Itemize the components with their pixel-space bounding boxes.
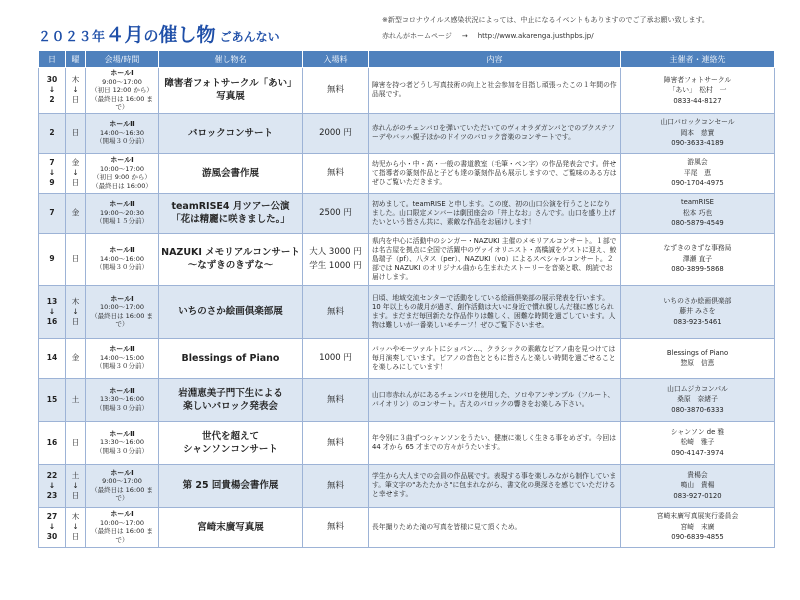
venue-time: 14:00～16:30 bbox=[100, 128, 144, 137]
event-organizer bbox=[621, 233, 775, 285]
event-date bbox=[39, 68, 66, 114]
event-date-line: 13 bbox=[46, 296, 58, 306]
venue-time: 10:00～17:00 bbox=[100, 303, 144, 311]
event-fee-line: 無料 bbox=[326, 394, 344, 405]
event-organizer bbox=[621, 68, 775, 114]
event-organizer-line: 080-3899-5868 bbox=[671, 265, 724, 274]
event-name bbox=[159, 153, 303, 193]
table-row bbox=[39, 68, 775, 114]
venue-time: （開場３０分前） bbox=[96, 137, 148, 146]
event-venue bbox=[86, 507, 159, 547]
event-date bbox=[39, 113, 66, 153]
event-date-line: 9 bbox=[49, 178, 55, 187]
event-date-line: 23 bbox=[46, 490, 58, 500]
venue-time: （最終日は 16:00） bbox=[92, 181, 152, 190]
table-header bbox=[39, 51, 775, 68]
event-organizer-line: 平尾 恵 bbox=[683, 168, 712, 177]
event-organizer-line: 松本 巧也 bbox=[682, 208, 713, 217]
event-venue bbox=[86, 378, 159, 421]
event-organizer-line: 「あい」 松村 一 bbox=[668, 86, 727, 94]
homepage-line bbox=[382, 31, 594, 41]
table-row bbox=[39, 153, 775, 193]
event-organizer-line: 090-4147-3974 bbox=[671, 448, 724, 457]
event-weekday-line: 金 bbox=[71, 353, 80, 362]
event-organizer-line: 游風会 bbox=[687, 158, 708, 167]
event-date-line: 16 bbox=[46, 316, 58, 326]
venue-time: 13:30～16:00 bbox=[100, 395, 144, 404]
event-fee bbox=[303, 113, 369, 153]
event-name-line: 障害者フォトサークル「あい」 bbox=[164, 78, 297, 90]
title-year: ２０２３年 bbox=[38, 30, 106, 45]
event-name-line: NAZUKI メモリアルコンサート bbox=[161, 247, 300, 258]
venue-hall: ホールⅡ bbox=[109, 120, 135, 129]
event-fee-line: 無料 bbox=[326, 522, 344, 532]
venue-time: 19:00～20:30 bbox=[100, 208, 144, 217]
event-fee-line: 2500 円 bbox=[319, 208, 352, 218]
venue-hall: ホールⅠ bbox=[110, 510, 134, 518]
event-organizer-line: teamRISE bbox=[681, 198, 714, 207]
column-header: 主催者・連絡先 bbox=[621, 51, 775, 68]
event-description: 長年撮りためた滝の写真を皆様に見て頂くため。 bbox=[369, 507, 621, 547]
table-row bbox=[39, 338, 775, 378]
event-description: 県内を中心に活動中のシンガー・NAZUKI 主催のメモリアルコンサート。１部では名古屋を拠点に全国で活躍中のヴァイオリニスト・高橋誠をゲストに迎え、鮫島瑞子（pf）、八タス（per）、NAZUKI（vo）によるスペシャルコンサート。２部では NAZUKI のオリジナル曲から生まれたストーリーを音楽と歌、朗読でお届けします。 bbox=[369, 233, 621, 285]
event-fee-line: 大人 3000 円 bbox=[309, 247, 362, 257]
column-header: 会場/時間 bbox=[86, 51, 159, 68]
event-date bbox=[39, 233, 66, 285]
table-row bbox=[39, 378, 775, 421]
event-date-line: 14 bbox=[46, 353, 58, 362]
venue-hall: ホールⅡ bbox=[109, 200, 135, 209]
event-organizer bbox=[621, 378, 775, 421]
event-organizer-line: 0833-44-8127 bbox=[673, 96, 722, 105]
event-name bbox=[159, 464, 303, 507]
homepage-url[interactable]: http://www.akarenga.justhpbs.jp/ bbox=[477, 32, 594, 40]
event-fee-line: 2000 円 bbox=[319, 128, 352, 138]
event-name-line: teamRISE4 月ツアー公演 bbox=[171, 201, 290, 212]
event-date-line: ↓ bbox=[48, 85, 56, 95]
page-title bbox=[38, 20, 280, 47]
event-name bbox=[159, 507, 303, 547]
event-venue bbox=[86, 338, 159, 378]
title-sub: ごあんない bbox=[219, 30, 280, 44]
venue-time: 14:00～16:00 bbox=[100, 254, 144, 263]
venue-time: （最終日は 16:00 まで） bbox=[91, 311, 153, 328]
event-weekday bbox=[66, 285, 86, 338]
venue-hall: ホールⅠ bbox=[110, 156, 134, 164]
column-header: 内容 bbox=[369, 51, 621, 68]
event-organizer-line: 鳴山 貴楊 bbox=[680, 481, 715, 490]
event-name bbox=[159, 285, 303, 338]
venue-hall: ホールⅠ bbox=[110, 468, 134, 477]
event-organizer-line: 松崎 雅子 bbox=[680, 438, 715, 447]
event-fee-line: 無料 bbox=[326, 480, 344, 491]
event-date bbox=[39, 193, 66, 233]
event-name-line: 第 25 回貴楊会書作展 bbox=[182, 480, 279, 491]
event-organizer bbox=[621, 421, 775, 464]
event-weekday-line: 土 bbox=[71, 470, 80, 480]
event-fee bbox=[303, 378, 369, 421]
table-row bbox=[39, 285, 775, 338]
venue-time: （開場３０分前） bbox=[96, 446, 148, 455]
event-organizer-line: いちのさか絵画倶楽部 bbox=[663, 296, 732, 305]
venue-time: （最終日は 16:00 まで） bbox=[91, 485, 153, 502]
event-name-line: 写真展 bbox=[216, 91, 245, 103]
event-weekday-line: 土 bbox=[71, 394, 80, 404]
event-organizer bbox=[621, 193, 775, 233]
event-venue bbox=[86, 421, 159, 464]
table-row bbox=[39, 193, 775, 233]
event-venue bbox=[86, 68, 159, 114]
event-weekday-line: 金 bbox=[71, 208, 80, 217]
venue-hall: ホールⅡ bbox=[109, 246, 135, 255]
event-name-line: 楽しいバロック発表会 bbox=[183, 400, 278, 412]
event-weekday bbox=[66, 193, 86, 233]
column-header: 曜 bbox=[66, 51, 86, 68]
venue-time: 9:00～17:00 bbox=[102, 77, 142, 86]
event-weekday-line: ↓ bbox=[72, 306, 79, 316]
event-organizer-line: シャンソン de 雅 bbox=[670, 427, 725, 436]
event-weekday-line: 日 bbox=[71, 128, 80, 137]
event-venue bbox=[86, 153, 159, 193]
event-date bbox=[39, 285, 66, 338]
event-weekday-line: ↓ bbox=[72, 480, 79, 490]
event-venue bbox=[86, 233, 159, 285]
event-organizer bbox=[621, 285, 775, 338]
event-name-line: 「花は精麗に咲きました。」 bbox=[171, 214, 290, 225]
event-name-line: シャンソンコンサート bbox=[183, 443, 278, 455]
venue-time: （最終日は 16:00 まで） bbox=[91, 527, 153, 544]
venue-time: （開場１５分前） bbox=[96, 217, 148, 226]
event-date bbox=[39, 464, 66, 507]
event-organizer-line: 宮崎末廣写真展実行委員会 bbox=[656, 512, 739, 521]
venue-time: （初日 12:00 から） bbox=[91, 86, 153, 94]
venue-hall: ホールⅠ bbox=[110, 69, 134, 77]
event-description: 初めまして。teamRISE と申します。この度、初の山口公演を行うことになりました。山口限定メンバーは劇団座会の「井上なお」さんです。山口を盛り上げたいという皆さん共に、素敵な作品をお届けします！ bbox=[369, 193, 621, 233]
event-name-line: いちのさか絵画倶楽部展 bbox=[178, 306, 283, 317]
event-organizer bbox=[621, 507, 775, 547]
event-date-line: 2 bbox=[49, 128, 55, 137]
event-weekday-line: 日 bbox=[71, 437, 80, 447]
event-weekday bbox=[66, 233, 86, 285]
event-date bbox=[39, 338, 66, 378]
venue-time: （開場３０分前） bbox=[96, 403, 148, 412]
event-description: バッハやモーツァルトにショパン…、クラシックの素敵なピアノ曲を見つけては毎月演奏しています。ピアノの音色とともに皆さんと楽しい時間を過ごせることを楽しみにしています！ bbox=[369, 338, 621, 378]
event-venue bbox=[86, 113, 159, 153]
event-fee-line: 1000 円 bbox=[319, 353, 352, 363]
venue-time: （初日 9:00 から） bbox=[93, 173, 151, 181]
table-row bbox=[39, 464, 775, 507]
venue-time: 14:00～15:00 bbox=[100, 353, 144, 362]
event-fee bbox=[303, 421, 369, 464]
event-organizer-line: 080-3870-6333 bbox=[671, 405, 724, 414]
event-organizer-line: 惣原 信恵 bbox=[680, 359, 715, 367]
venue-time: 9:00～17:00 bbox=[102, 477, 142, 485]
event-weekday bbox=[66, 507, 86, 547]
event-venue bbox=[86, 464, 159, 507]
homepage-label: 赤れんがホームページ bbox=[382, 32, 452, 40]
event-description: 山口市赤れんがにあるチェンバロを使用した、ソロやアンサンブル（フルート、バイオリン）のコンサート。古えのバロックの響きをお楽しみ下さい。 bbox=[369, 378, 621, 421]
event-weekday bbox=[66, 68, 86, 114]
event-name bbox=[159, 421, 303, 464]
event-weekday bbox=[66, 113, 86, 153]
event-organizer-line: 083-923-5461 bbox=[673, 317, 722, 326]
event-weekday-line: 日 bbox=[71, 254, 80, 263]
venue-time: 10:00～17:00 bbox=[100, 164, 144, 173]
event-date-line: 30 bbox=[46, 532, 58, 541]
event-weekday bbox=[66, 464, 86, 507]
event-fee bbox=[303, 507, 369, 547]
event-weekday-line: ↓ bbox=[72, 522, 79, 531]
event-weekday-line: ↓ bbox=[72, 85, 79, 95]
event-organizer-line: 貴楊会 bbox=[687, 470, 708, 479]
event-weekday-line: 木 bbox=[71, 296, 80, 306]
event-organizer-line: 山口バロックコンセール bbox=[660, 118, 735, 127]
table-row bbox=[39, 113, 775, 153]
table-row bbox=[39, 507, 775, 547]
event-fee bbox=[303, 464, 369, 507]
event-description: 赤れんがのチェンバロを弾いていただいてのヴィオラダガンバとでのブクステフーデやバッハ親子ほかのドイツのバロック音楽のコンサートです。 bbox=[369, 113, 621, 153]
event-name bbox=[159, 193, 303, 233]
event-name-line: 宮崎末廣写真展 bbox=[197, 521, 264, 533]
event-date-line: 22 bbox=[46, 470, 58, 480]
event-name-line: 岩淵恵美子門下生による bbox=[178, 387, 283, 399]
table-row bbox=[39, 421, 775, 464]
event-weekday-line: 木 bbox=[71, 75, 80, 85]
event-organizer-line: 090-1704-4975 bbox=[671, 179, 724, 188]
event-name-line: Blessings of Piano bbox=[181, 352, 280, 364]
event-description: 日頃、地域交流センターで活動をしている絵画倶楽部の展示発表を行います。10 年以上もの歳月が過ぎ、創作活動は大いに身近で慣れ親しんだ様に感じられます。まだまだ毎回新たな作品作りは難しく、困難な時間を過ごしています。人物は難しいが一番楽しいモチーフ！ぜひご覧下さいませ。 bbox=[369, 285, 621, 338]
event-organizer-line: Blessings of Piano bbox=[666, 348, 729, 357]
event-name bbox=[159, 378, 303, 421]
venue-time: 13:30～16:00 bbox=[100, 438, 144, 447]
venue-hall: ホールⅡ bbox=[109, 345, 135, 354]
event-fee bbox=[303, 68, 369, 114]
event-name-line: 游風会書作展 bbox=[201, 167, 259, 179]
event-date-line: ↓ bbox=[48, 306, 56, 316]
table-row bbox=[39, 233, 775, 285]
column-header: 入場料 bbox=[303, 51, 369, 68]
event-date-line: 27 bbox=[46, 512, 58, 521]
event-organizer-line: 桑原 奈緒子 bbox=[677, 395, 718, 404]
event-name bbox=[159, 113, 303, 153]
event-fee-line: 無料 bbox=[326, 437, 344, 448]
venue-time: 10:00～17:00 bbox=[100, 518, 144, 527]
event-fee-line: 無料 bbox=[326, 168, 344, 178]
event-fee bbox=[303, 338, 369, 378]
event-organizer-line: 083-927-0120 bbox=[673, 491, 722, 500]
event-fee bbox=[303, 193, 369, 233]
event-name bbox=[159, 68, 303, 114]
event-organizer-line: 岡本 慈實 bbox=[680, 128, 715, 137]
event-date bbox=[39, 378, 66, 421]
event-date bbox=[39, 421, 66, 464]
event-weekday bbox=[66, 421, 86, 464]
event-fee bbox=[303, 153, 369, 193]
event-organizer bbox=[621, 464, 775, 507]
event-name bbox=[159, 233, 303, 285]
event-date-line: 30 bbox=[46, 75, 58, 85]
title-no: の bbox=[143, 27, 159, 45]
event-organizer-line: 080-5879-4549 bbox=[671, 219, 724, 228]
event-date-line: 7 bbox=[49, 158, 55, 167]
events-table bbox=[38, 50, 775, 548]
event-date-line: 16 bbox=[46, 437, 58, 447]
event-weekday bbox=[66, 153, 86, 193]
event-weekday-line: 木 bbox=[71, 512, 80, 521]
event-organizer bbox=[621, 338, 775, 378]
event-date-line: 9 bbox=[49, 254, 55, 263]
event-weekday-line: 日 bbox=[71, 532, 80, 541]
event-weekday-line: 金 bbox=[71, 158, 80, 167]
venue-time: （開場３０分前） bbox=[96, 362, 148, 371]
event-organizer-line: 宮崎 末廣 bbox=[680, 522, 715, 531]
event-organizer-line: 090-3633-4189 bbox=[671, 139, 724, 148]
event-description: 学生から大人までの会員の作品展です。表現する事を楽しみながら制作しています。筆文字の"あたたかさ"に包まれながら、書文化の奥深さを感じていただけると幸せます。 bbox=[369, 464, 621, 507]
event-venue bbox=[86, 285, 159, 338]
event-name bbox=[159, 338, 303, 378]
title-month: ４月 bbox=[105, 24, 144, 46]
event-weekday-line: ↓ bbox=[72, 168, 79, 177]
event-venue bbox=[86, 193, 159, 233]
venue-hall: ホールⅡ bbox=[109, 429, 135, 438]
event-name-line: ～なずきのきずな～ bbox=[187, 260, 274, 271]
column-header: 日 bbox=[39, 51, 66, 68]
event-date-line: ↓ bbox=[48, 480, 56, 490]
event-date-line: ↓ bbox=[48, 522, 56, 531]
event-date-line: 15 bbox=[46, 394, 58, 404]
event-date bbox=[39, 507, 66, 547]
event-weekday bbox=[66, 378, 86, 421]
event-weekday-line: 日 bbox=[71, 490, 80, 500]
event-description: 年令別に３曲ずつシャンソンをうたい、健康に楽しく生きる事をめざす。今回は 44 才から 65 才までの方々がうたいます。 bbox=[369, 421, 621, 464]
notice-text: ※新型コロナウイルス感染状況によっては、中止になるイベントもありますのでご了承お願い致します。 bbox=[382, 16, 709, 24]
column-header: 催し物名 bbox=[159, 51, 303, 68]
title-kanji: 催し物 bbox=[158, 24, 216, 46]
event-weekday-line: 日 bbox=[71, 316, 80, 326]
event-weekday-line: 日 bbox=[71, 95, 80, 105]
event-name-line: 世代を超えて bbox=[201, 430, 259, 442]
event-organizer bbox=[621, 153, 775, 193]
event-organizer bbox=[621, 113, 775, 153]
venue-hall: ホールⅡ bbox=[109, 386, 135, 395]
event-organizer-line: 障害者フォトサークル bbox=[663, 75, 732, 84]
event-fee-line: 学生 1000 円 bbox=[309, 261, 362, 271]
event-organizer-line: 山口ムジカコンパル bbox=[667, 384, 728, 393]
arrow-icon: → bbox=[461, 32, 468, 40]
event-date bbox=[39, 153, 66, 193]
event-weekday-line: 日 bbox=[71, 178, 80, 187]
venue-time: （開場３０分前） bbox=[96, 263, 148, 272]
event-fee bbox=[303, 285, 369, 338]
event-fee-line: 無料 bbox=[326, 306, 344, 317]
venue-time: （最終日は 16:00 まで） bbox=[91, 94, 153, 111]
event-description: 障害を持つ者どうし写真技術の向上と社会参加を目指し頑張ったこの１年間の作品展です。 bbox=[369, 68, 621, 114]
event-date-line: 7 bbox=[49, 208, 55, 217]
event-name-line: バロックコンサート bbox=[187, 127, 274, 139]
event-weekday bbox=[66, 338, 86, 378]
event-organizer-line: 澤瀬 直子 bbox=[682, 254, 713, 263]
event-date-line: 2 bbox=[49, 95, 55, 105]
event-organizer-line: なずきのきずな事務局 bbox=[663, 244, 732, 253]
event-fee bbox=[303, 233, 369, 285]
event-organizer-line: 藤井 みさを bbox=[679, 307, 716, 316]
event-description: 幼児から小・中・高・一般の書道教室（毛筆・ペン字）の作品発表会です。併せて指導者の篆刻作品と子ども達の篆刻作品も展示しますので、ご覧味のある方はぜひご覧いただきます。 bbox=[369, 153, 621, 193]
event-organizer-line: 090-6839-4855 bbox=[671, 533, 724, 542]
event-date-line: ↓ bbox=[48, 168, 56, 177]
venue-hall: ホールⅠ bbox=[110, 294, 134, 303]
event-fee-line: 無料 bbox=[326, 85, 344, 96]
